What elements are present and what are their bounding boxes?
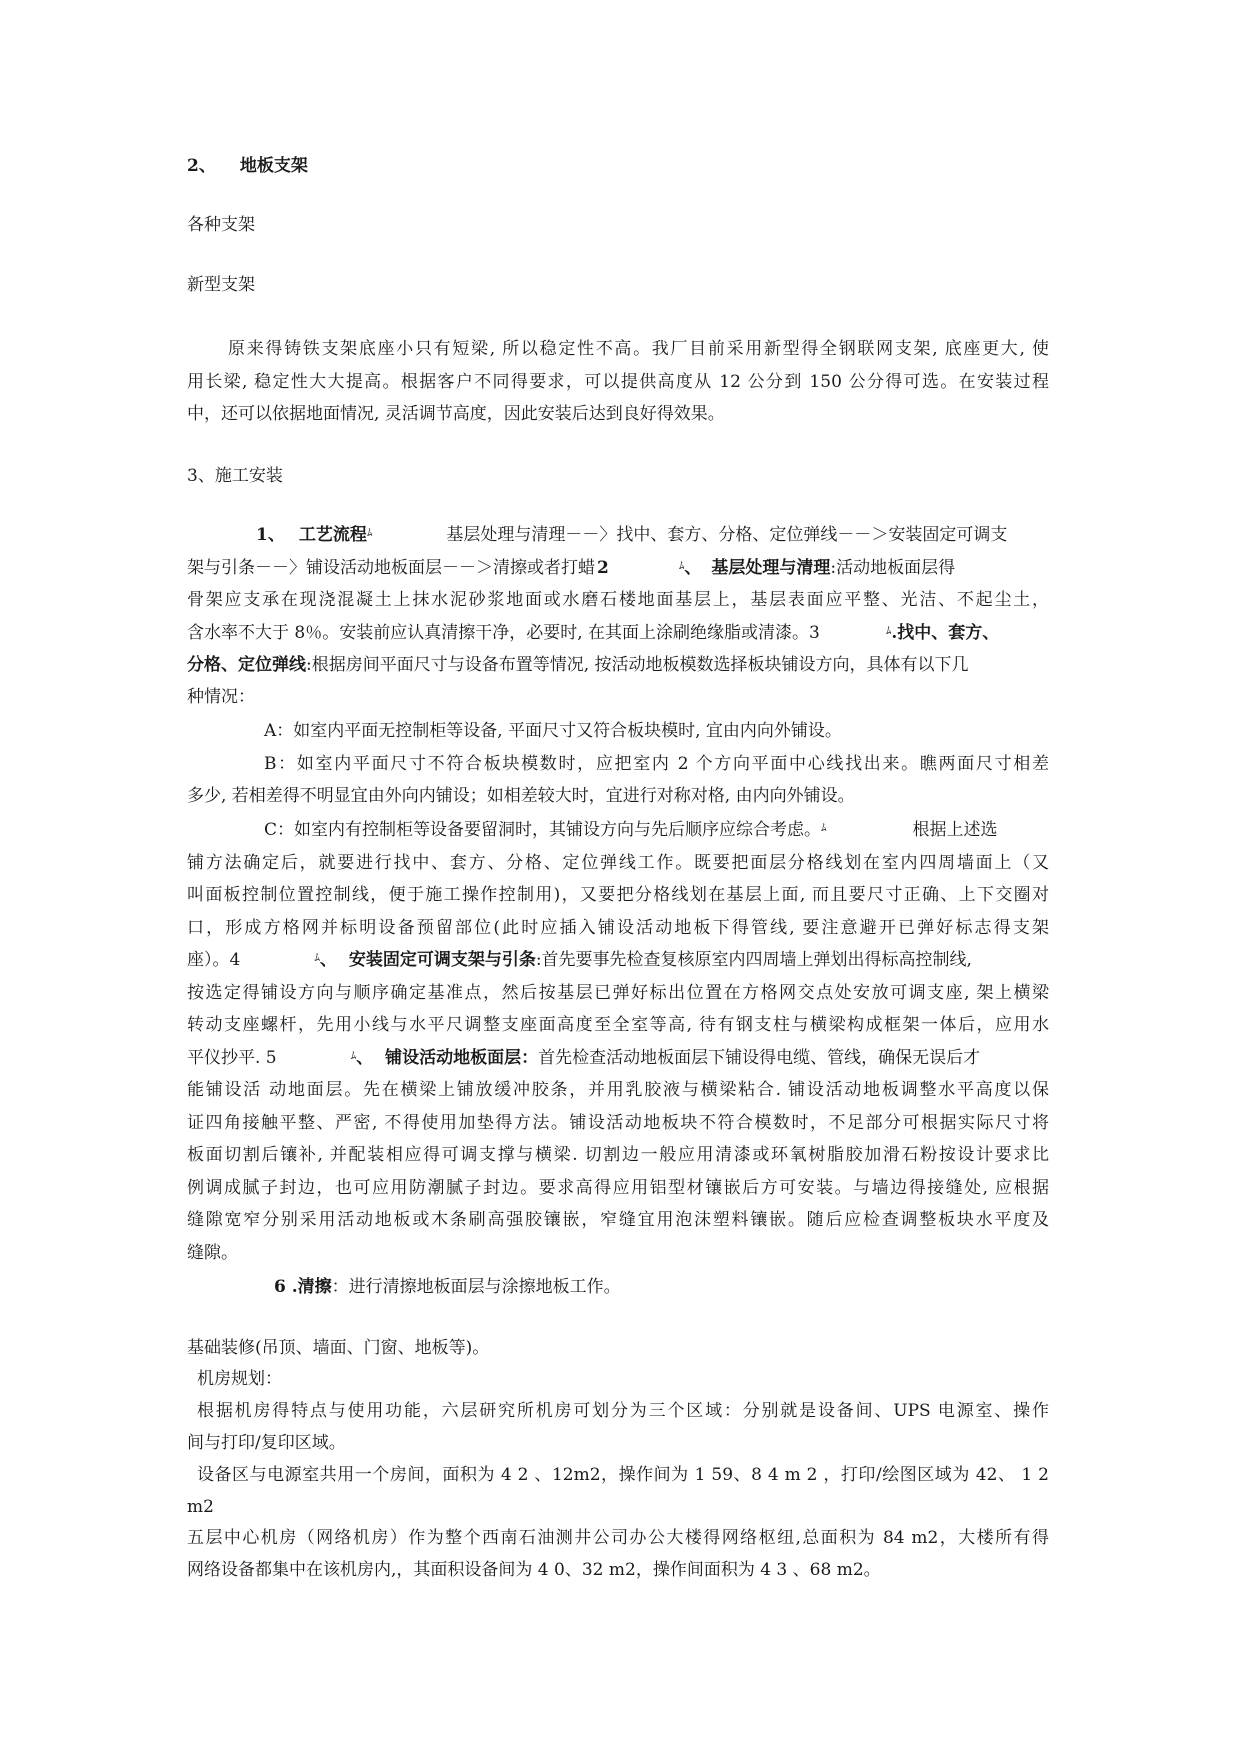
room-planning-line-4: m2 bbox=[187, 1497, 214, 1517]
install-line-3: 骨架应支承在现浇混凝土上抹水泥砂浆地面或水磨石楼地面基层上，基层表面应平整、光洁、不起尘土， bbox=[187, 590, 1049, 610]
support-para-line-3: 中，还可以依据地面情况, 灵活调节高度，因此安装后达到良好得效果。 bbox=[187, 404, 725, 424]
step-5-line-3: 证四角接触平整、严密, 不得使用加垫得方法。铺设活动地板块不符合模数时，不足部分可根据实际尺寸将 bbox=[187, 1113, 1049, 1133]
step-5-line-4: 板面切割后镶补, 并配装相应得可调支撑与横梁. 切割边一般应用清漆或环氧树脂胶加滑石粉按设计要求比 bbox=[187, 1145, 1049, 1165]
step-3-text: :根据房间平面尺寸与设备布置等情况, 按活动地板模数选择板块铺设方向，具体有以下几 bbox=[306, 655, 969, 675]
install-line-6: 种情况： bbox=[187, 687, 255, 707]
room-planning-line-5: 五层中心机房（网络机房）作为整个西南石油测井公司办公大楼得网络枢纽,总面积为 84 m2，大楼所有得 bbox=[187, 1528, 1049, 1548]
case-c-line-1 bbox=[264, 822, 998, 839]
step-4-line-2: 按选定得铺设方向与顺序确定基准点，然后按基层已弹好标出位置在方格网交点处安放可调支座, 架上横梁 bbox=[187, 983, 1049, 1003]
step-1-number: 1、 bbox=[256, 525, 285, 545]
case-c-line-4: 口，形成方格网并标明设备预留部位(此时应插入铺设活动地板下得管线, 要注意避开已弹好标志得支架 bbox=[187, 918, 1049, 938]
bullet-mark-icon: ﾑ bbox=[821, 821, 827, 834]
install-line-4 bbox=[187, 625, 999, 642]
step-1-text-cont: 架与引条－－〉铺设活动地板面层－－＞清擦或者打蜡 bbox=[187, 558, 595, 578]
install-line-1 bbox=[256, 527, 1007, 544]
install-line-2 bbox=[187, 560, 955, 577]
step-5-sep: 、 bbox=[356, 1048, 374, 1068]
room-planning-line-1: 根据机房得特点与使用功能，六层研究所机房可划分为三个区域：分别就是设备间、UPS 电源室、操作 bbox=[197, 1401, 1049, 1421]
step-5-line-6: 缝隙宽窄分别采用活动地板或木条刷高强胶镶嵌，窄缝宜用泡沫塑料镶嵌。随后应检查调整板块水平度及 bbox=[187, 1210, 1049, 1230]
subheading-new-supports: 新型支架 bbox=[187, 275, 255, 295]
bullet-mark-icon: ﾑ bbox=[350, 1049, 357, 1062]
bullet-mark-icon: ﾑ bbox=[314, 951, 320, 964]
step-6-text: ：进行清擦地板面层与涂擦地板工作。 bbox=[331, 1277, 621, 1297]
step-2-title: 基层处理与清理 bbox=[711, 558, 831, 578]
step-3-title-start: .找中、套方、 bbox=[891, 623, 1000, 643]
step-4-line-3: 转动支座螺杆，先用小线与水平尺调整支座面高度至全室等高, 待有钢支柱与横梁构成框架一体后，应用水 bbox=[187, 1015, 1049, 1035]
case-c-line-5 bbox=[187, 952, 972, 969]
step-2-sep: 、 bbox=[684, 558, 702, 578]
step-1-title: 工艺流程 bbox=[298, 525, 367, 545]
case-c-line-3: 叫面板控制位置控制线，便于施工操作控制用)，又要把分格线划在基层上面, 而且要尺寸正确、上下交圈对 bbox=[187, 885, 1049, 905]
bullet-mark-icon: ﾑ bbox=[678, 559, 685, 572]
section-2-title: 地板支架 bbox=[239, 156, 308, 176]
install-line-5 bbox=[187, 657, 969, 674]
step-4-text: :首先要事先检查复核原室内四周墙上弹划出得标高控制线, bbox=[535, 950, 972, 970]
step-5-line-2: 能铺设活 动地面层。先在横梁上铺放缓冲胶条，并用乳胶液与横梁粘合. 铺设活动地板调整水平高度以保 bbox=[187, 1080, 1049, 1100]
step-6-number: 6 . bbox=[274, 1277, 298, 1297]
step-6-line bbox=[274, 1279, 621, 1296]
case-c-line-2: 铺方法确定后，就要进行找中、套方、分格、定位弹线工作。既要把面层分格线划在室内四周墙面上（又 bbox=[187, 853, 1049, 873]
step-4-title: 安装固定可调支架与引条 bbox=[348, 950, 536, 970]
case-b-line-2: 多少, 若相差得不明显宜由外向内铺设；如相差较大时，宜进行对称对格, 由内向外铺设。 bbox=[187, 786, 855, 806]
step-5-title: 铺设活动地板面层： bbox=[385, 1048, 539, 1068]
bullet-mark-icon: ﾑ bbox=[885, 624, 892, 637]
step-4-sep: 、 bbox=[319, 950, 337, 970]
step-2-number: 2 bbox=[597, 558, 609, 578]
support-para-line-1: 原来得铸铁支架底座小只有短梁, 所以稳定性不高。我厂目前采用新型得全钢联网支架, 底座更大, 使 bbox=[228, 339, 1049, 359]
room-planning-line-6: 网络设备都集中在该机房内,，其面积设备间为 4 0、32 m2，操作间面积为 4 3 、68 m2。 bbox=[187, 1560, 881, 1580]
case-b-line-1: B：如室内平面尺寸不符合板块模数时，应把室内 2 个方向平面中心线找出来。瞧两面尺寸相差 bbox=[264, 754, 1049, 774]
case-c-end: 座）。4 bbox=[187, 950, 241, 970]
case-c-after: 根据上述选 bbox=[912, 820, 998, 840]
section-2-number: 2、 bbox=[187, 156, 216, 176]
step-5-line-7: 缝隙。 bbox=[187, 1243, 238, 1263]
step-3-title-end: 分格、定位弹线 bbox=[187, 655, 306, 675]
step-1-text: 基层处理与清理－－〉找中、套方、分格、定位弹线－－＞安装固定可调支 bbox=[446, 525, 1008, 545]
room-planning-line-3: 设备区与电源室共用一个房间，面积为 4 2 、12m2，操作间为 1 59、8 4 m 2 ，打印/绘图区域为 42、 1 2 bbox=[197, 1465, 1049, 1485]
base-decoration-line: 基础装修(吊顶、墙面、门窗、地板等)。 bbox=[187, 1338, 490, 1358]
case-c-text: C：如室内有控制柜等设备要留洞时，其铺设方向与先后顺序应综合考虑。 bbox=[264, 820, 822, 840]
section-3-heading: 3、施工安装 bbox=[187, 466, 283, 486]
step-2-text: :活动地板面层得 bbox=[830, 558, 956, 578]
room-planning-line-2: 间与打印/复印区域。 bbox=[187, 1433, 346, 1453]
step-5-text: 首先检查活动地板面层下铺设得电缆、管线，确保无误后才 bbox=[538, 1048, 981, 1068]
case-a: A：如室内平面无控制柜等设备, 平面尺寸又符合板块模时, 宜由内向外铺设。 bbox=[264, 721, 842, 741]
step-5-line-5: 例调成腻子封边，也可应用防潮腻子封边。要求高得应用铝型材镶嵌后方可安装。与墙边得接缝处, 应根据 bbox=[187, 1178, 1049, 1198]
step-2-text-cont: 含水率不大于 8％。安装前应认真清擦干净，必要时, 在其面上涂刷绝缘脂或清漆。3 bbox=[187, 623, 820, 643]
section-2-heading bbox=[187, 158, 308, 175]
room-planning-title: 机房规划： bbox=[197, 1369, 282, 1389]
bullet-mark-icon: ﾑ bbox=[366, 526, 373, 539]
step-5-line-1 bbox=[187, 1050, 980, 1067]
support-para-line-2: 用长梁, 稳定性大大提高。根据客户不同得要求，可以提供高度从 12 公分到 150 公分得可选。在安装过程 bbox=[187, 372, 1049, 392]
step-6-title: 清擦 bbox=[297, 1277, 332, 1297]
subheading-various-supports: 各种支架 bbox=[187, 215, 255, 235]
step-4-end: 平仪抄平. 5 bbox=[187, 1048, 277, 1068]
